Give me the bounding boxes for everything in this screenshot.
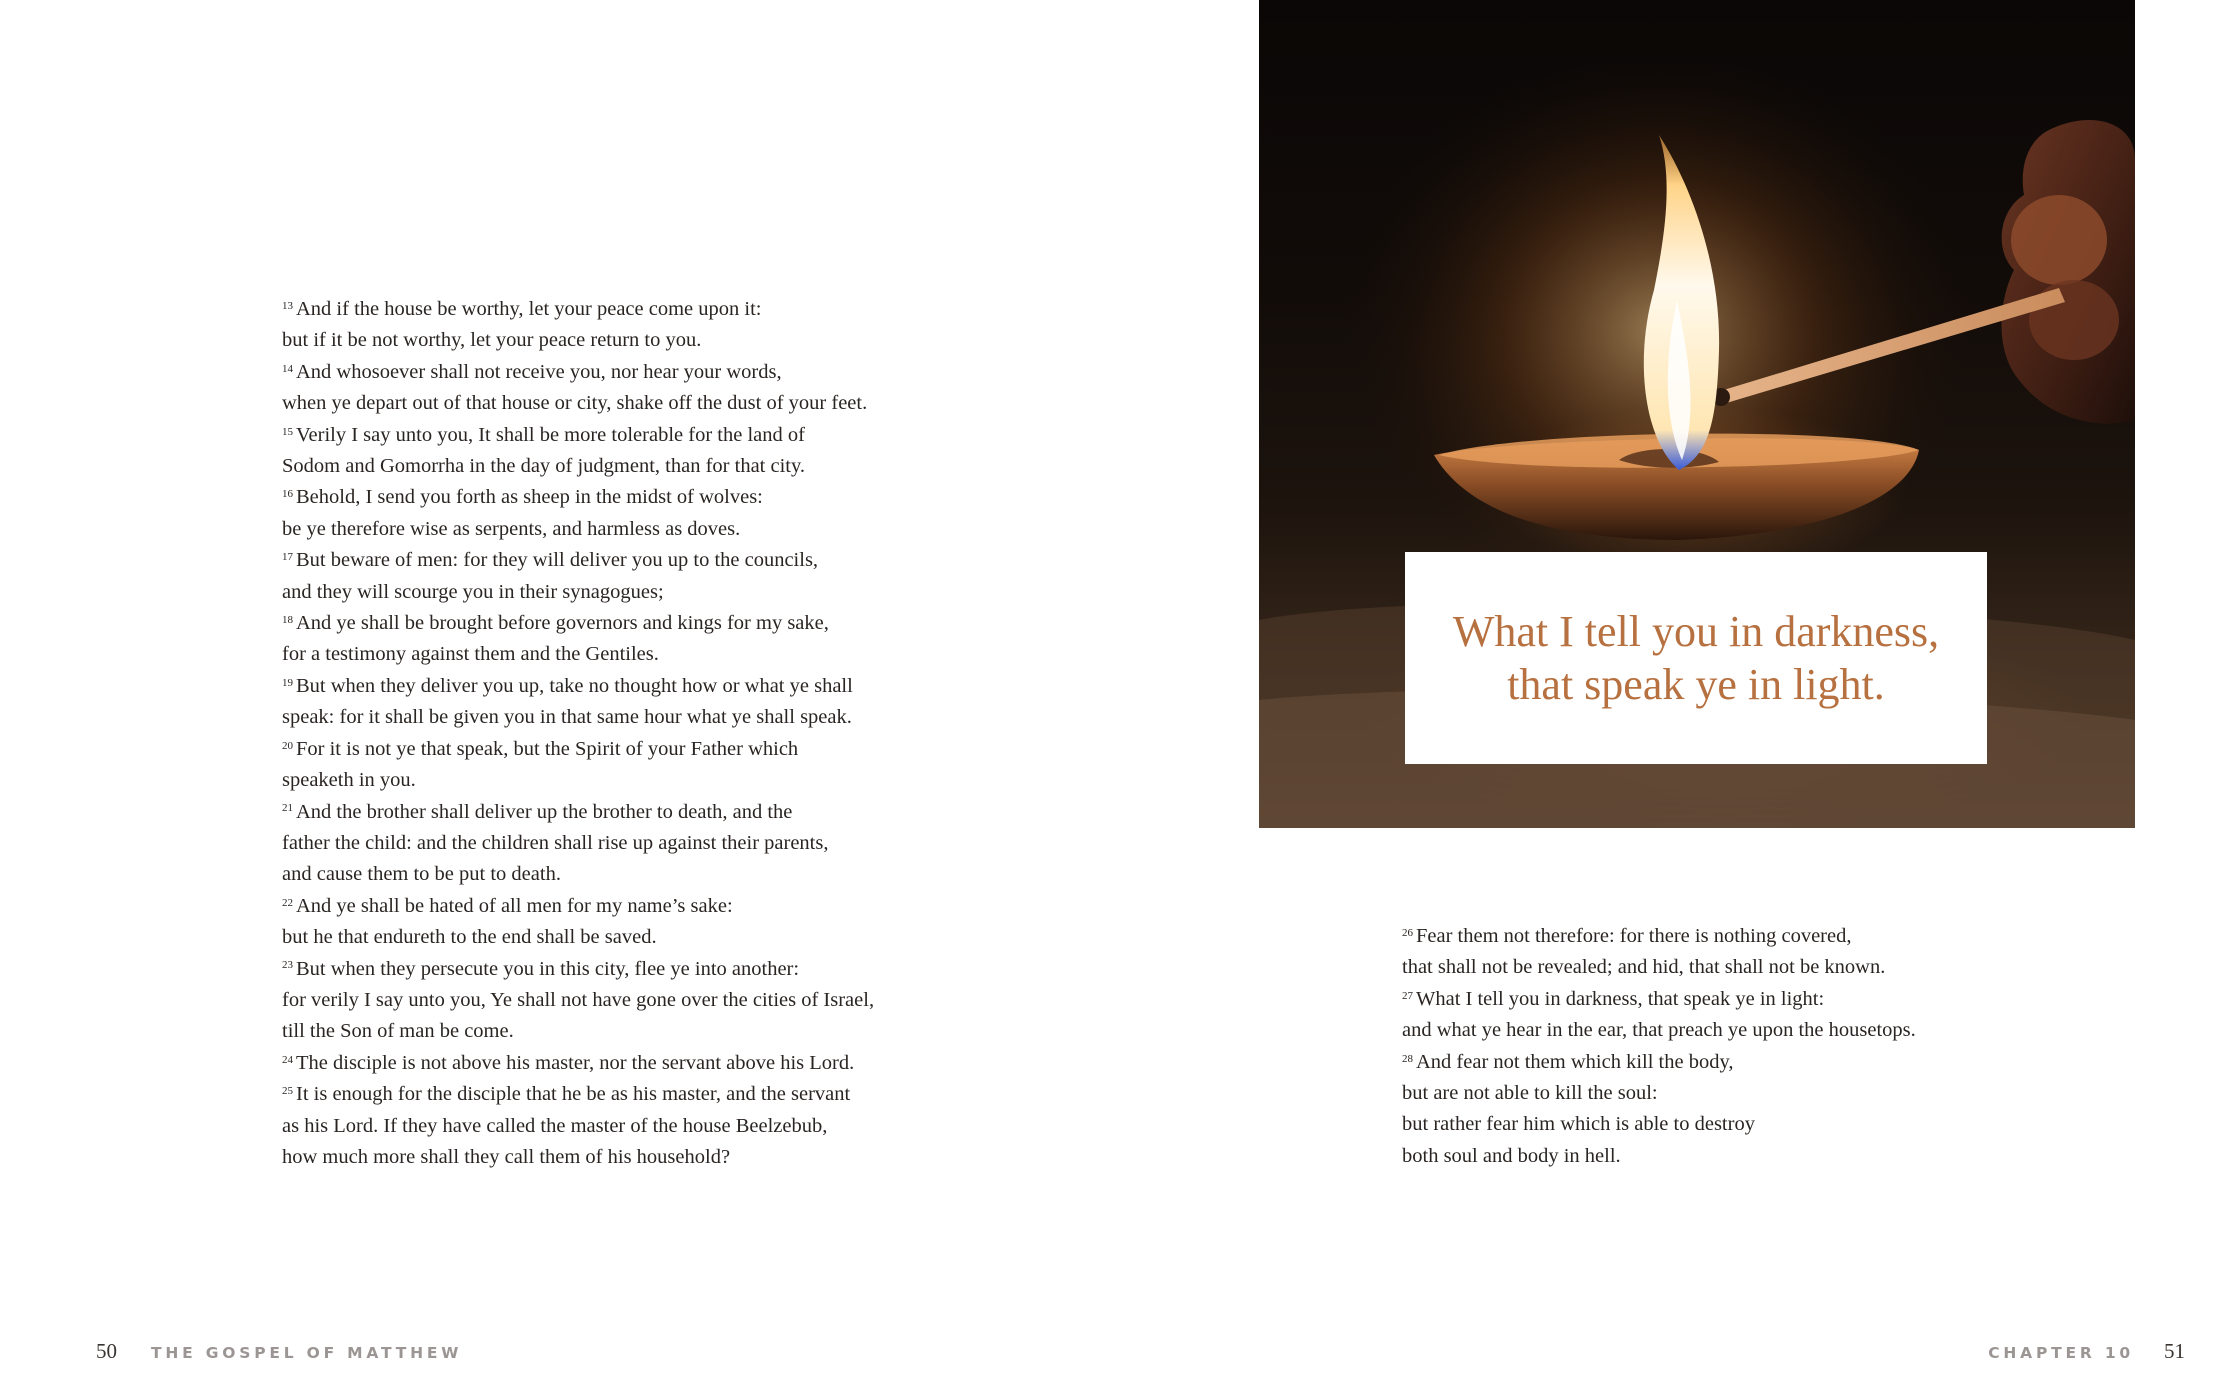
verse-text: and they will scourge you in their synagogues;	[282, 580, 664, 603]
verse-text: but if it be not worthy, let your peace return to you.	[282, 329, 702, 352]
pull-quote-line-1: What I tell you in darkness,	[1452, 607, 1940, 656]
verse-text: Verily I say unto you, It shall be more tolerable for the land of	[296, 423, 805, 446]
pull-quote-line-2: that speak ye in light.	[1507, 660, 1885, 709]
verse-text: Sodom and Gomorrha in the day of judgment, than for that city.	[282, 455, 806, 478]
verse-number: 17	[282, 551, 293, 564]
verse-text: that shall not be revealed; and hid, that shall not be known.	[1402, 956, 1886, 979]
verse-text: but are not able to kill the soul:	[1402, 1082, 1658, 1105]
pull-quote-card	[1405, 552, 1987, 764]
verse-text: And ye shall be hated of all men for my name’s sake:	[296, 894, 733, 917]
page-number-left: 50	[96, 1339, 117, 1363]
verse-line	[282, 734, 874, 765]
verse-line	[282, 639, 874, 670]
verse-text: but rather fear him which is able to destroy	[1402, 1113, 1755, 1136]
verse-line	[282, 577, 874, 608]
verse-line	[282, 357, 874, 388]
verse-text: as his Lord. If they have called the master of the house Beelzebub,	[282, 1114, 828, 1137]
verse-number: 18	[282, 614, 293, 627]
pull-quote	[1453, 605, 1939, 711]
verse-text: how much more shall they call them of his household?	[282, 1145, 731, 1168]
verse-text: but he that endureth to the end shall be saved.	[282, 926, 657, 949]
running-head-right: CHAPTER 10	[1988, 1344, 2134, 1362]
verse-number: 24	[282, 1053, 293, 1066]
verse-text: For it is not ye that speak, but the Spirit of your Father which	[296, 737, 799, 760]
verse-text-right	[1402, 921, 1916, 1172]
verse-text: Fear them not therefore: for there is nothing covered,	[1416, 925, 1852, 947]
verse-text: till the Son of man be come.	[282, 1020, 514, 1043]
verse-line	[1402, 1047, 1916, 1078]
verse-number: 20	[282, 739, 293, 752]
verse-text: both soul and body in hell.	[1402, 1144, 1621, 1167]
verse-line	[282, 1048, 874, 1079]
verse-text: and what ye hear in the ear, that preach ye upon the housetops.	[1402, 1019, 1916, 1042]
candle-lamp-photo	[1259, 0, 2135, 828]
verse-text: And the brother shall deliver up the brother to death, and the	[296, 800, 793, 823]
verse-line	[282, 420, 874, 451]
verse-line	[282, 325, 874, 356]
verse-line	[1402, 1141, 1916, 1172]
verse-line	[282, 954, 874, 985]
verse-text: for a testimony against them and the Gentiles.	[282, 643, 659, 666]
verse-number: 27	[1402, 989, 1413, 1002]
verse-line	[282, 671, 874, 702]
verse-text: And ye shall be brought before governors and kings for my sake,	[296, 612, 829, 635]
verse-number: 28	[1402, 1052, 1413, 1065]
verse-text: But when they persecute you in this city, flee ye into another:	[296, 957, 800, 980]
verse-line	[282, 702, 874, 733]
verse-line	[282, 1016, 874, 1047]
verse-text: And whosoever shall not receive you, nor hear your words,	[296, 360, 782, 383]
verse-number: 22	[282, 896, 293, 909]
left-page	[0, 0, 1111, 1399]
verse-line	[282, 891, 874, 922]
verse-line	[282, 985, 874, 1016]
verse-text: It is enough for the disciple that he be as his master, and the servant	[296, 1083, 851, 1106]
verse-line	[282, 388, 874, 419]
verse-number: 21	[282, 802, 293, 815]
verse-line	[282, 1079, 874, 1110]
verse-text: when ye depart out of that house or city, shake off the dust of your feet.	[282, 392, 868, 415]
verse-number: 14	[282, 362, 293, 375]
verse-number: 13	[282, 299, 293, 312]
verse-text: But when they deliver you up, take no thought how or what ye shall	[296, 674, 853, 697]
verse-text: speaketh in you.	[282, 769, 416, 792]
verse-text: But beware of men: for they will deliver you up to the councils,	[296, 549, 819, 572]
running-head-left: THE GOSPEL OF MATTHEW	[151, 1344, 463, 1362]
verse-number: 23	[282, 959, 293, 972]
verse-line	[282, 922, 874, 953]
verse-line	[282, 1142, 874, 1173]
verse-line	[282, 514, 874, 545]
verse-line	[1402, 1109, 1916, 1140]
verse-line	[1402, 1078, 1916, 1109]
verse-line	[282, 482, 874, 513]
verse-number: 25	[282, 1085, 293, 1098]
verse-line	[282, 859, 874, 890]
verse-text: speak: for it shall be given you in that same hour what ye shall speak.	[282, 706, 852, 729]
page-number-right: 51	[2164, 1339, 2185, 1363]
folio-right	[1988, 1339, 2185, 1364]
verse-line	[282, 545, 874, 576]
verse-text: What I tell you in darkness, that speak ye in light:	[1416, 987, 1825, 1010]
verse-text: for verily I say unto you, Ye shall not have gone over the cities of Israel,	[282, 988, 875, 1011]
verse-number: 15	[282, 425, 293, 438]
folio-left	[96, 1339, 462, 1364]
verse-number: 19	[282, 676, 293, 689]
verse-line	[282, 797, 874, 828]
verse-text: The disciple is not above his master, nor the servant above his Lord.	[296, 1051, 855, 1074]
verse-line	[282, 294, 874, 325]
verse-line	[1402, 1015, 1916, 1046]
verse-text: father the child: and the children shall rise up against their parents,	[282, 831, 829, 854]
verse-number: 16	[282, 488, 293, 501]
verse-number: 26	[1402, 926, 1413, 939]
verse-line	[1402, 921, 1916, 952]
verse-text-left	[282, 294, 874, 1173]
verse-text: And fear not them which kill the body,	[1416, 1050, 1734, 1073]
verse-line	[282, 828, 874, 859]
verse-line	[282, 608, 874, 639]
verse-line	[282, 451, 874, 482]
right-page	[1112, 0, 2223, 1399]
verse-line	[1402, 984, 1916, 1015]
verse-line	[1402, 952, 1916, 983]
verse-line	[282, 765, 874, 796]
verse-line	[282, 1111, 874, 1142]
verse-text: and cause them to be put to death.	[282, 863, 561, 886]
verse-text: Behold, I send you forth as sheep in the midst of wolves:	[296, 486, 763, 509]
verse-text: be ye therefore wise as serpents, and harmless as doves.	[282, 517, 741, 540]
verse-text: And if the house be worthy, let your peace come upon it:	[296, 298, 762, 320]
